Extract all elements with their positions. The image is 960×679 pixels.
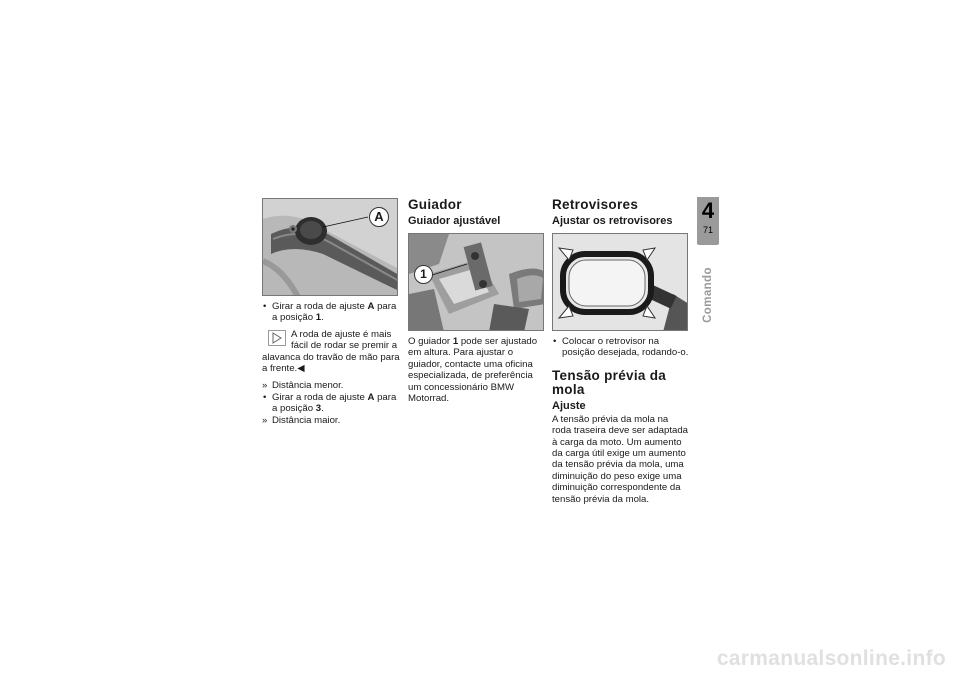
result-2: » Distância maior. [262, 415, 400, 426]
end-marker-icon: ◀ [297, 363, 305, 375]
subheading-adjustment: Ajuste [552, 399, 586, 412]
chapter-number: 4 [701, 198, 715, 223]
result-1: » Distância menor. [262, 380, 400, 391]
note-triangle-icon [268, 330, 286, 346]
brake-lever-figure [262, 198, 398, 296]
spring-preload-body-text: A tensão prévia da mola na roda traseira deve ser adaptada à carga da moto. Um aumento da carga útil exige um aumento da tensão prévia da mola, uma diminuição do peso exige uma diminuição correspondente da tensão prévia da mola. [552, 413, 688, 505]
handlebar-body-text: O guiador 1 pode ser ajustado em altura. Para ajustar o guiador, contacte uma oficina especializada, de preferência um concessionário BMW Motorrad. [408, 336, 538, 405]
handlebar-figure [408, 233, 544, 331]
mirror-figure [552, 233, 688, 331]
figure-label-1: 1 [414, 265, 433, 284]
column-middle [408, 198, 546, 404]
instruction-bullet-2: • Girar a roda de ajuste A para a posição 3. [262, 392, 400, 415]
page-number: 71 [702, 225, 713, 235]
subheading-adjust-mirrors: Ajustar os retrovisores [552, 215, 673, 227]
section-heading-spring-preload: Tensão prévia da mola [552, 367, 667, 397]
column-right [552, 198, 690, 505]
figure-label-a: A [369, 207, 389, 227]
instruction-bullet-1: • Girar a roda de ajuste A para a posição 1. [262, 301, 400, 324]
chapter-title-vertical [700, 250, 716, 340]
note-text: A roda de ajuste é mais fácil de rodar se premir a alavanca do travão de mão para a frente.◀ [262, 328, 400, 375]
mirror-instruction-bullet: • Colocar o retrovisor na posição desejada, rodando-o. [552, 336, 690, 359]
section-heading-mirrors: Retrovisores [552, 197, 639, 212]
section-heading-handlebar: Guiador [408, 197, 462, 212]
watermark-text: carmanualsonline.info [716, 647, 946, 670]
mirror-illustration [553, 234, 688, 331]
chapter-title: Comando [702, 267, 714, 323]
column-left [262, 198, 400, 426]
chapter-tab [697, 197, 719, 245]
handlebar-illustration [409, 234, 544, 331]
note-block [262, 329, 400, 375]
subheading-adjustable-handlebar: Guiador ajustável [408, 215, 501, 227]
